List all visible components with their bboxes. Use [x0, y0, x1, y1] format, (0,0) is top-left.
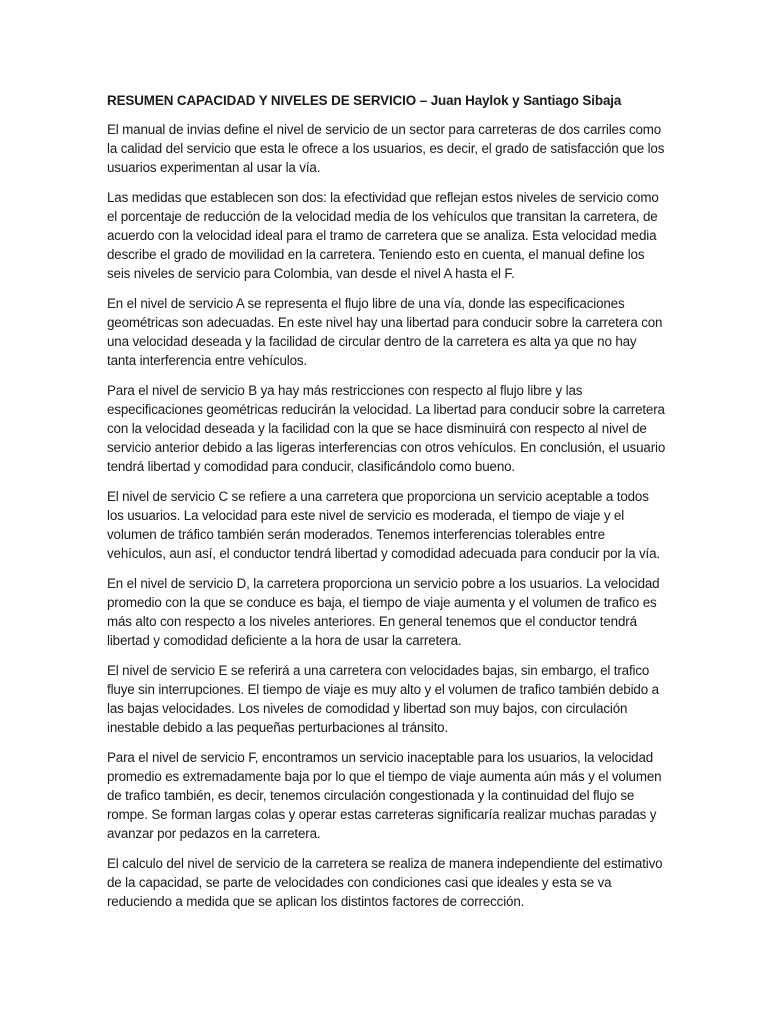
paragraph-level-c: El nivel de servicio C se refiere a una carretera que proporciona un servicio aceptable a todos los usuarios. La velocidad para este nivel de servicio es moderada, el tiempo de viaje y el volumen de tráfico también serán moderados. Tenemos interferencias tolerables entre vehículos, aun así, el conductor tendrá libertad y comodidad adecuada para conducir por la vía.: [107, 489, 660, 561]
document-page: [107, 92, 667, 922]
paragraph-measures: Las medidas que establecen son dos: la efectividad que reflejan estos niveles de servicio como el porcentaje de reducción de la velocidad media de los vehículos que transitan la carretera, de acuerdo con la velocidad ideal para el tramo de carretera que se analiza. Esta velocidad media describe el grado de movilidad en la carretera. Teniendo esto en cuenta, el manual define los seis niveles de servicio para Colombia, van desde el nivel A hasta el F.: [107, 190, 659, 281]
document-title: RESUMEN CAPACIDAD Y NIVELES DE SERVICIO – Juan Haylok y Santiago Sibaja: [107, 93, 622, 108]
paragraph-calculation: El calculo del nivel de servicio de la carretera se realiza de manera independiente del estimativo de la capacidad, se parte de velocidades con condiciones casi que ideales y esta se va reduciendo a medida que se aplican los distintos factores de corrección.: [107, 856, 663, 909]
paragraph-level-b: Para el nivel de servicio B ya hay más restricciones con respecto al flujo libre y las especificaciones geométricas reducirán la velocidad. La libertad para conducir sobre la carretera con la velocidad deseada y la facilidad con la que se hace disminuirá con respecto al nivel de servicio anterior debido a las ligeras interferencias con otros vehículos. En conclusión, el usuario tendrá libertad y comodidad para conducir, clasificándolo como bueno.: [107, 383, 666, 474]
paragraph-definition: El manual de invias define el nivel de servicio de un sector para carreteras de dos carriles como la calidad del servicio que esta le ofrece a los usuarios, es decir, el grado de satisfacción que los usuarios experimentan al usar la vía.: [107, 122, 665, 175]
paragraph-level-f: Para el nivel de servicio F, encontramos un servicio inaceptable para los usuarios, la velocidad promedio es extremadamente baja por lo que el tiempo de viaje aumenta aún más y el volumen de trafico también, es decir, tenemos circulación congestionada y la continuidad del flujo se rompe. Se forman largas colas y operar estas carreteras significaría realizar muchas paradas y avanzar por pedazos en la carretera.: [107, 750, 662, 841]
paragraph-level-e: El nivel de servicio E se referirá a una carretera con velocidades bajas, sin embargo, el trafico fluye sin interrupciones. El tiempo de viaje es muy alto y el volumen de trafico también debido a las bajas velocidades. Los niveles de comodidad y libertad son muy bajos, con circulación inestable debido a las pequeñas perturbaciones al tránsito.: [107, 663, 659, 735]
paragraph-level-a: En el nivel de servicio A se representa el flujo libre de una vía, donde las especificaciones geométricas son adecuadas. En este nivel hay una libertad para conducir sobre la carretera con una velocidad deseada y la facilidad de circular dentro de la carretera es alta ya que no hay tanta interferencia entre vehículos.: [107, 296, 663, 368]
paragraph-level-d: En el nivel de servicio D, la carretera proporciona un servicio pobre a los usuarios. La velocidad promedio con la que se conduce es baja, el tiempo de viaje aumenta y el volumen de trafico es más alto con respecto a los niveles anteriores. En general tenemos que el conductor tendrá libertad y comodidad deficiente a la hora de usar la carretera.: [107, 576, 660, 648]
